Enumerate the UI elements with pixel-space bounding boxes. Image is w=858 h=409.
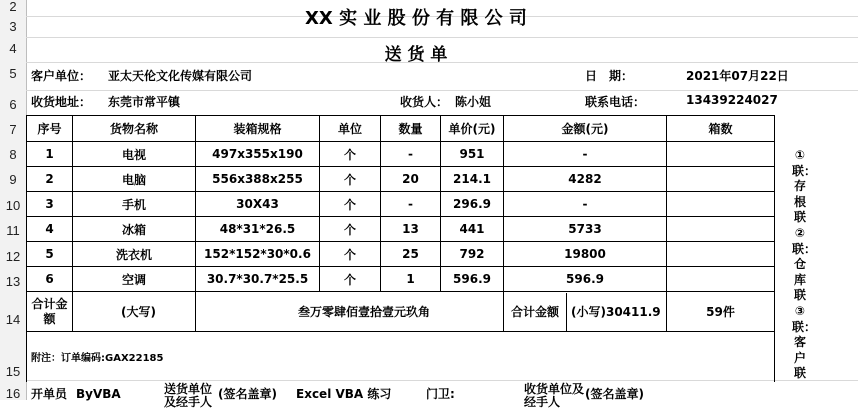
table-cell[interactable]: 个 (320, 267, 381, 292)
table-cell[interactable]: 手机 (73, 192, 196, 217)
table-cell[interactable]: 个 (320, 167, 381, 192)
address-label: 收货地址： (31, 95, 92, 109)
receiver-unit-label: 收货单位及 (524, 382, 585, 396)
total-amount-label: 合计金额 (504, 293, 567, 331)
address-value: 东莞市常平镇 (108, 95, 181, 109)
table-cell[interactable] (667, 167, 775, 192)
table-cell[interactable] (667, 142, 775, 167)
header-cell[interactable]: 箱数 (667, 116, 775, 142)
table-cell[interactable]: - (504, 192, 667, 217)
table-row (27, 217, 775, 242)
row-number[interactable]: 16 (5, 386, 21, 401)
date-label: 日 期： (585, 69, 634, 83)
row-number[interactable]: 11 (6, 223, 20, 238)
sender-sign: (签名盖章) (218, 387, 277, 401)
row-number[interactable]: 15 (5, 364, 21, 379)
sender-unit-label-2: 及经手人 (164, 395, 213, 409)
table-cell[interactable]: 个 (320, 217, 381, 242)
table-cell[interactable]: 48*31*26.5 (196, 217, 320, 242)
table-cell[interactable] (667, 217, 775, 242)
table-row (27, 267, 775, 292)
document-title: 送 货 单 (384, 45, 448, 65)
customer-value: 亚太天伦文化传媒有限公司 (108, 69, 253, 83)
table-cell[interactable]: - (504, 142, 667, 167)
table-cell[interactable]: 空调 (73, 267, 196, 292)
goods-table (26, 115, 775, 382)
excel-label: Excel VBA 练习 (296, 387, 392, 401)
total-row (27, 292, 775, 332)
table-cell[interactable]: 3 (27, 192, 73, 217)
gridline (26, 37, 858, 38)
table-cell[interactable]: - (381, 142, 441, 167)
daxie-label-cell[interactable]: (大写) (73, 292, 196, 332)
table-cell[interactable] (667, 267, 775, 292)
table-cell[interactable]: 个 (320, 242, 381, 267)
xiaoxie-cell[interactable] (504, 292, 667, 332)
company-title: XX 实 业 股 份 有 限 公 司 (305, 8, 527, 29)
table-cell[interactable]: 1 (27, 142, 73, 167)
table-cell[interactable]: 596.9 (504, 267, 667, 292)
table-cell[interactable]: 4 (27, 217, 73, 242)
note-cell[interactable] (27, 332, 775, 382)
table-row (27, 242, 775, 267)
row-number[interactable]: 5 (9, 66, 17, 81)
table-cell[interactable]: 20 (381, 167, 441, 192)
table-cell[interactable]: 497x355x190 (196, 142, 320, 167)
xiaoxie-value: (小写)30411.9 (571, 304, 661, 319)
table-cell[interactable]: 30.7*30.7*25.5 (196, 267, 320, 292)
row-number[interactable]: 6 (9, 97, 17, 112)
table-row (27, 167, 775, 192)
table-cell[interactable] (667, 242, 775, 267)
table-header-row (27, 116, 775, 142)
daxie-value-cell[interactable]: 叁万零肆佰壹拾壹元玖角 (196, 292, 504, 332)
customer-label: 客户单位： (31, 69, 92, 83)
table-cell[interactable]: 个 (320, 192, 381, 217)
table-cell[interactable]: 1 (381, 267, 441, 292)
row-number[interactable]: 12 (5, 249, 21, 264)
table-cell[interactable]: 5733 (504, 217, 667, 242)
row-number[interactable]: 7 (9, 122, 17, 137)
row-number[interactable]: 3 (9, 19, 17, 34)
header-cell[interactable]: 序号 (27, 116, 73, 142)
guard-label: 门卫: (426, 387, 455, 401)
table-cell[interactable]: 152*152*30*0.6 (196, 242, 320, 267)
order-note: 附注：订单编码:GAX22185 (31, 353, 164, 365)
receiver-unit-label-2: 经手人 (524, 395, 561, 409)
gridline (26, 90, 858, 91)
creator-value: ByVBA (76, 387, 121, 401)
header-cell[interactable]: 装箱规格 (196, 116, 320, 142)
header-cell[interactable]: 数量 (381, 116, 441, 142)
table-cell[interactable]: 电视 (73, 142, 196, 167)
table-cell[interactable]: 2 (27, 167, 73, 192)
table-cell[interactable]: 13 (381, 217, 441, 242)
row-number[interactable]: 13 (5, 274, 21, 289)
total-label-cell[interactable]: 合计金额 (27, 292, 73, 332)
table-cell[interactable]: 596.9 (441, 267, 504, 292)
table-cell[interactable]: 6 (27, 267, 73, 292)
copy-distribution-note: ①联：存根联②联：仓库联③联：客户联 (792, 148, 817, 381)
table-cell[interactable] (667, 192, 775, 217)
table-row (27, 192, 775, 217)
table-cell[interactable]: 556x388x255 (196, 167, 320, 192)
boxes-total-cell[interactable]: 59件 (667, 292, 775, 332)
row-number[interactable]: 10 (5, 198, 21, 213)
table-cell[interactable]: 洗衣机 (73, 242, 196, 267)
table-cell[interactable]: 441 (441, 217, 504, 242)
table-cell[interactable]: 4282 (504, 167, 667, 192)
receiver-sign: (签名盖章) (585, 387, 644, 401)
table-cell[interactable]: 19800 (504, 242, 667, 267)
creator-label: 开单员 (31, 387, 68, 401)
receiver-value: 陈小姐 (455, 95, 492, 109)
header-cell[interactable]: 单价(元) (441, 116, 504, 142)
header-cell[interactable]: 货物名称 (73, 116, 196, 142)
table-cell[interactable]: 30X43 (196, 192, 320, 217)
sender-unit-label: 送货单位 (164, 382, 213, 396)
phone-label: 联系电话： (585, 95, 646, 109)
table-cell[interactable]: 25 (381, 242, 441, 267)
table-row (27, 142, 775, 167)
table-cell[interactable]: - (381, 192, 441, 217)
row-number[interactable]: 9 (9, 172, 17, 187)
table-cell[interactable]: 296.9 (441, 192, 504, 217)
phone-value: 13439224027 (686, 93, 778, 107)
table-cell[interactable]: 792 (441, 242, 504, 267)
row-number[interactable]: 4 (9, 41, 17, 56)
table-cell[interactable]: 个 (320, 142, 381, 167)
table-cell[interactable]: 951 (441, 142, 504, 167)
note-row (27, 332, 775, 382)
table-cell[interactable]: 电脑 (73, 167, 196, 192)
table-cell[interactable]: 5 (27, 242, 73, 267)
row-number[interactable]: 14 (5, 312, 21, 327)
row-number[interactable]: 2 (9, 0, 17, 14)
row-number[interactable]: 8 (9, 147, 17, 162)
table-cell[interactable]: 冰箱 (73, 217, 196, 242)
header-cell[interactable]: 金额(元) (504, 116, 667, 142)
header-cell[interactable]: 单位 (320, 116, 381, 142)
date-value: 2021年07月22日 (686, 69, 789, 83)
table-cell[interactable]: 214.1 (441, 167, 504, 192)
receiver-label: 收货人： (400, 95, 449, 109)
